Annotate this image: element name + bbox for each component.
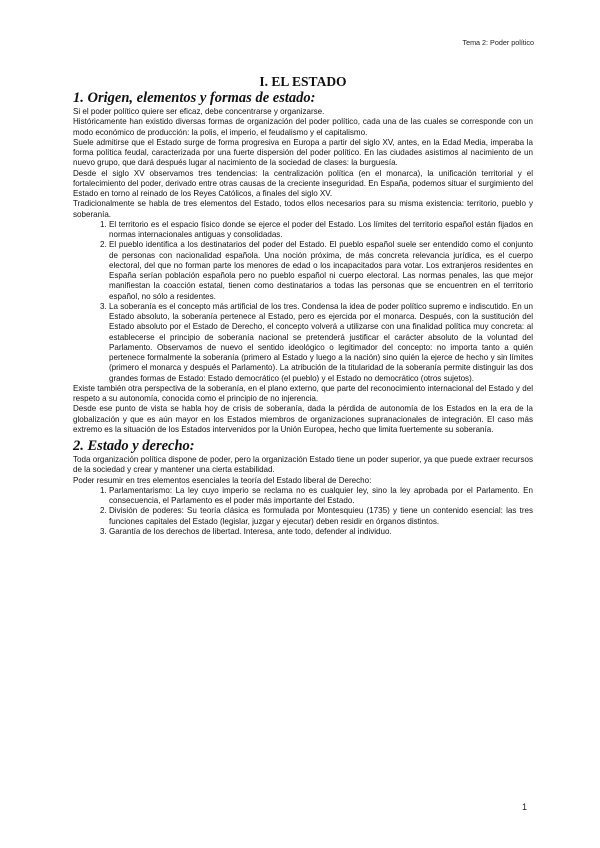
paragraph: Toda organización política dispone de poder, pero la organización Estado tiene un poder superior, ya que puede extraer recursos de la sociedad y crear y mantener una cierta estabilidad. (73, 455, 533, 475)
page-number: 1 (521, 802, 527, 812)
list-item: 3. Garantía de los derechos de libertad. Interesa, ante todo, defender al individuo. (109, 527, 533, 537)
document-title: I. EL ESTADO (259, 74, 347, 89)
section-1-heading: 1. Origen, elementos y formas de estado: (73, 90, 316, 106)
paragraph: Poder resumir en tres elementos esenciales la teoría del Estado liberal de Derecho: (73, 475, 372, 485)
paragraph: Históricamente han existido diversas formas de organización del poder político, cada una de las cuales se corresponde con un modo económico de producción: la polis, el imperio, el feudalismo y el capitalismo. (73, 117, 533, 137)
paragraph: Existe también otra perspectiva de la soberanía, en el plano externo, que parte del reconocimiento internacional del Estado y del respeto a su autonomía, conocida como el principio de no injerencia. (73, 383, 533, 403)
section-2-heading: 2. Estado y derecho: (73, 438, 195, 454)
list-item: 2. División de poderes: Su teoría clásica es formulada por Montesquieu (1735) y tiene un contenido esencial: las tres funciones capitales del Estado (legislar, juzgar y ejecutar) deben residir en órganos distintos. (109, 506, 533, 527)
paragraph: Desde el siglo XV observamos tres tendencias: la centralización política (en el monarca), la unificación territorial y el fortalecimiento del poder, derivado entre otras causas de la creciente inseguridad. En España, podemos situar el surgimiento del Estado en torno al reinado de los Reyes Católicos, a finales del siglo XV. (73, 168, 533, 198)
paragraph: Desde ese punto de vista se habla hoy de crisis de soberanía, dada la pérdida de autonomía de los Estados en la era de la globalización y que es aún mayor en los Estados miembros de organizaciones supranacionales de integración. El caso más extremo es la situación de los Estados intervenidos por la Unión Europea, hecho que limita fuertemente su soberanía. (73, 404, 533, 434)
list-item: 3. La soberanía es el concepto más artificial de los tres. Condensa la idea de poder político supremo e indiscutido. En un Estado absoluto, la soberanía pertenece al Estado, pero es ejercida por el monarca. Después, con la sustitución del Estado absoluto por el Estado de Derecho, el concepto volverá a utilizarse con una finalidad política muy concreta: al establecerse el principio de soberanía nacional se pretenderá justificar el carácter absoluto de la voluntad del Parlamento. Observamos de nuevo el sentido ideológico o legitimador del concepto: no importa tanto a quién pertenece formalmente la soberanía (primero al Estado y luego a la nación) sino quién la ejerce de hecho y sin límites (primero el monarca y después el Parlamento). La atribución de la titularidad de la soberanía permite distinguir las dos grandes formas de Estado: Estado democrático (el pueblo) y el Estado no democrático (otros sujetos). (109, 302, 533, 384)
running-header: Tema 2: Poder político (462, 38, 534, 47)
list-item: 2. El pueblo identifica a los destinatarios del poder del Estado. El pueblo español suele ser entendido como el conjunto de personas con nacionalidad española. Una noción próxima, de más concreta relevancia jurídica, es el cuerpo electoral, del que no forman parte los menores de edad o los incapacitados para votar. Los extranjeros residentes en España serían población española pero no pueblo español ni cuerpo electoral. Las normas penales, las que mejor manifiestan la coacción estatal, tienen como destinatarios a todas las personas que se encuentren en el territorio español, no sólo a residentes. (109, 240, 533, 302)
paragraph: Si el poder político quiere ser eficaz, debe concentrarse y organizarse. (73, 107, 325, 116)
paragraph: Tradicionalmente se habla de tres elementos del Estado, todos ellos necesarios para su misma existencia: territorio, pueblo y soberanía. (73, 199, 533, 219)
state-elements-list (73, 220, 533, 384)
list-item: 1. Parlamentarismo: La ley cuyo imperio se reclama no es cualquier ley, sino la ley aprobada por el Parlamento. En consecuencia, el Parlamento es el poder más importante del Estado. (109, 486, 533, 507)
list-item: 1. El territorio es el espacio físico donde se ejerce el poder del Estado. Los límites del territorio español están fijados en normas internacionales antiguas y consolidadas. (109, 220, 533, 241)
paragraph: Suele admitirse que el Estado surge de forma progresiva en Europa a partir del siglo XV, antes, en la Edad Media, imperaba la forma política feudal, caracterizada por una fuerte dispersión del poder político. En las ciudades asistimos al nacimiento de un nuevo grupo, que dará después lugar al nacimiento de la sociedad de clases: la burguesía. (73, 137, 533, 168)
document-body (73, 74, 533, 537)
liberal-state-elements-list (73, 486, 533, 537)
